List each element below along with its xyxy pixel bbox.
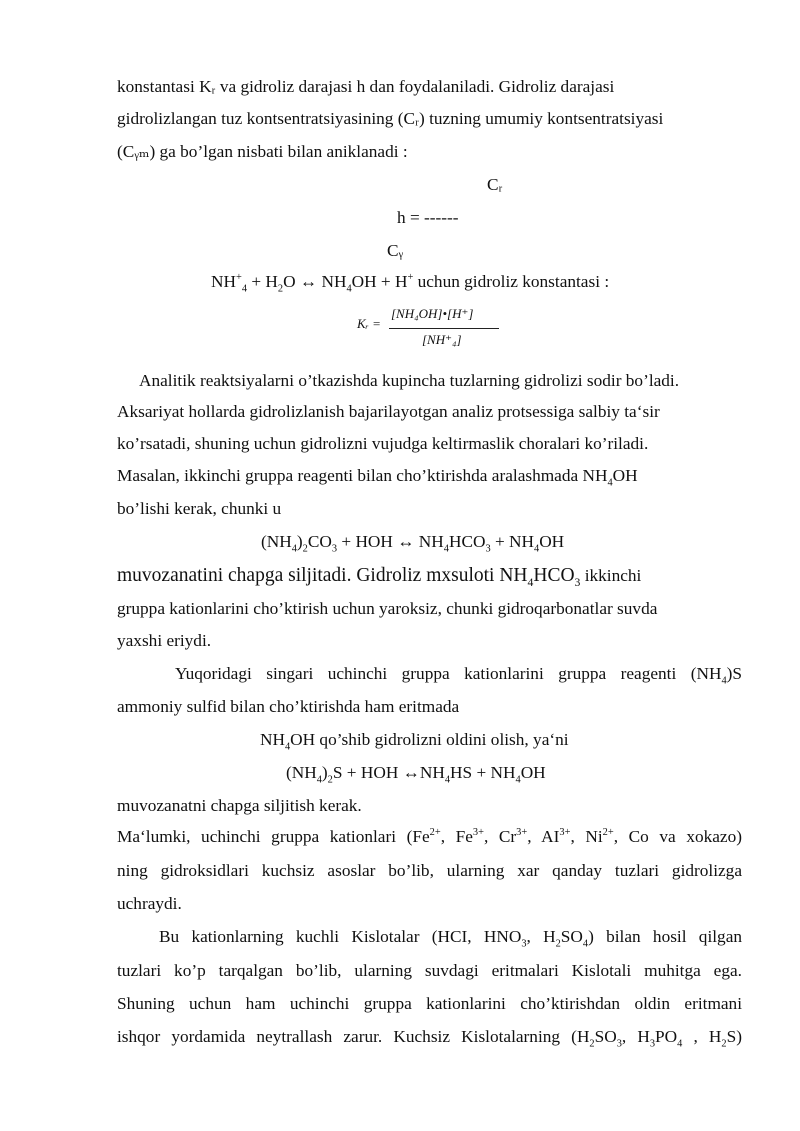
hydrolysis-equation: $NH^+_4 + H_2O$ ↔ $NH_4OH + H^+$ uchun gidroliz konstantasi : <box>211 272 610 295</box>
text-line: Aksariyat hollarda gidrolizlanish bajarilayotgan analiz protsessiga salbiy ta‘sir <box>117 402 660 421</box>
fraction-bar <box>389 328 499 329</box>
text-line: Analitik reaktsiyalarni o’tkazishda kupincha tuzlarning gidrolizi sodir bo’ladi. <box>139 371 680 390</box>
h-formula-numerator: Cᵣ <box>487 175 503 194</box>
formula-numerator: [NH₄OH]•[H⁺] <box>391 306 474 321</box>
text-line: Bu kationlarning kuchli Kislotalar (HCI, $HNO_3$, $H_2SO_4$) bilan hosil qilgan <box>159 927 743 950</box>
h-formula-denominator: Cᵧ <box>387 241 404 260</box>
text-line: Shuning uchun ham uchinchi gruppa kationlarini cho’ktirishdan oldin eritmani <box>117 994 742 1013</box>
text-line: ning gidroksidlari kuchsiz asoslar bo’lib, ularning xar qanday tuzlari gidrolizga <box>117 861 742 880</box>
text-line: tuzlari ko’p tarqalgan bo’lib, ularning suvdagi eritmalari Kislotali muhitga ega. <box>117 961 742 980</box>
text-line: konstantasi Kᵣ va gidroliz darajasi h dan foydalaniladi. Gidroliz darajasi <box>117 77 615 96</box>
hydrolysis-constant-formula <box>355 304 505 356</box>
text-line: uchraydi. <box>117 894 182 913</box>
text-line: gidrolizlangan tuz kontsentratsiyasining (Cᵣ) tuzning umumiy kontsentratsiyasi <box>117 109 664 128</box>
equation-ammonium-carbonate: $(NH_4)_2CO_3$ + HOH ↔ $NH_4HCO_3 + NH_4OH$ <box>261 532 565 555</box>
text-line: ammoniy sulfid bilan cho’ktirishda ham eritmada <box>117 697 460 716</box>
text-line: (Cᵧₘ) ga bo’lgan nisbati bilan aniklanadi : <box>117 142 408 161</box>
h-formula: h = ------ <box>397 208 459 227</box>
text-line: gruppa kationlarini cho’ktirish uchun yaroksiz, chunki gidroqarbonatlar suvda <box>117 599 658 618</box>
text-line: ko’rsatadi, shuning uchun gidrolizni vujudga keltirmaslik choralari ko’riladi. <box>117 434 649 453</box>
formula-denominator: [NH⁺₄] <box>422 332 462 347</box>
text-line: yaxshi eriydi. <box>117 631 212 650</box>
text-line: Yuqoridagi singari uchinchi gruppa kationlarini gruppa reagenti $(NH_4)S$ <box>175 664 742 687</box>
text-line: Masalan, ikkinchi gruppa reagenti bilan cho’ktirishda aralashmada $NH_4OH$ <box>117 466 638 489</box>
text-line: muvozanatini chapga siljitadi. Gidroliz mxsuloti $NH_4HCO_3$ ikkinchi <box>117 565 642 589</box>
kr-symbol: Kᵣ = <box>357 316 381 331</box>
text-line: bo’lishi kerak, chunki u <box>117 499 282 518</box>
text-line: muvozanatni chapga siljitish kerak. <box>117 796 362 815</box>
text-line: $NH_4OH$ qo’shib gidrolizni oldini olish, ya‘ni <box>260 730 569 753</box>
equation-ammonium-sulfide: $(NH_4)_2S$ + HOH $\leftrightarrow NH_4HS + NH_4OH$ <box>286 763 546 786</box>
text-line: Ma‘lumki, uchinchi gruppa kationlari ($Fe^{2+}$, $Fe^{3+}$, $Cr^{3+}$, $AI^{3+}$, $Ni^{2+}$, Co va xokazo) <box>117 827 742 846</box>
text-line: ishqor yordamida neytrallash zarur. Kuchsiz Kislotalarning ($H_2SO_3$, $H_3PO_4$ , $H_2S$) <box>117 1027 742 1050</box>
